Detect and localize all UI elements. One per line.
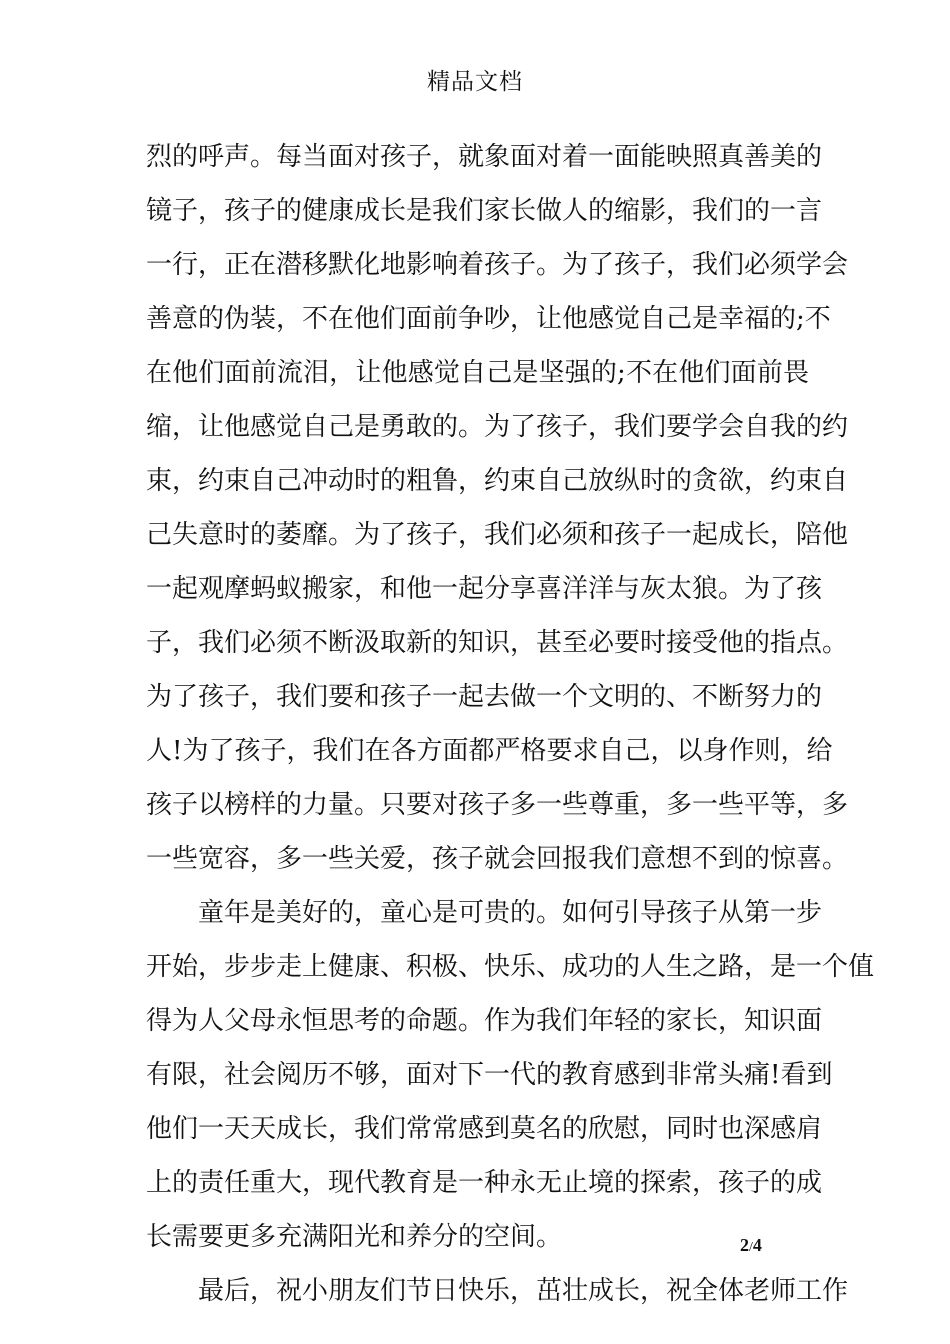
text-line: 烈的呼声。每当面对孩子，就象面对着一面能映照真善美的 [146,142,823,172]
document-body [146,130,875,1318]
text-line: 长需要更多充满阳光和养分的空间。 [146,1222,563,1252]
text-line: 得为人父母永恒思考的命题。作为我们年轻的家长，知识面 [146,1006,823,1036]
text-line: 善意的伪装，不在他们面前争吵，让他感觉自己是幸福的;不 [146,304,831,334]
text-line: 束，约束自己冲动时的粗鲁，约束自己放纵时的贪欲，约束自 [146,466,849,496]
text-line: 他们一天天成长，我们常常感到莫名的欣慰，同时也深感肩 [146,1114,823,1144]
text-line: 一起观摩蚂蚁搬家，和他一起分享喜洋洋与灰太狼。为了孩 [146,574,823,604]
page-separator: / [749,1240,753,1255]
text-line: 镜子，孩子的健康成长是我们家长做人的缩影，我们的一言 [146,196,823,226]
text-line: 孩子以榜样的力量。只要对孩子多一些尊重，多一些平等，多 [146,790,849,820]
text-line: 子，我们必须不断汲取新的知识，甚至必要时接受他的指点。 [146,628,849,658]
text-line: 己失意时的萎靡。为了孩子，我们必须和孩子一起成长，陪他 [146,520,849,550]
paragraph-first-line: 最后，祝小朋友们节日快乐，茁壮成长，祝全体老师工作 [198,1276,849,1306]
text-line: 缩，让他感觉自己是勇敢的。为了孩子，我们要学会自我的约 [146,412,849,442]
text-line: 一些宽容，多一些关爱，孩子就会回报我们意想不到的惊喜。 [146,844,849,874]
paragraph-first-line: 童年是美好的，童心是可贵的。如何引导孩子从第一步 [198,898,823,928]
text-line: 在他们面前流泪，让他感觉自己是坚强的;不在他们面前畏 [146,358,809,388]
page-header-title: 精品文档 [427,69,523,95]
text-line: 人!为了孩子，我们在各方面都严格要求自己，以身作则，给 [146,736,833,766]
text-line: 为了孩子，我们要和孩子一起去做一个文明的、不断努力的 [146,682,823,712]
page-total: 4 [752,1235,762,1255]
text-line: 一行，正在潜移默化地影响着孩子。为了孩子，我们必须学会 [146,250,849,280]
page-current: 2 [740,1235,749,1255]
page-number [740,1232,762,1261]
text-line: 有限，社会阅历不够，面对下一代的教育感到非常头痛!看到 [146,1060,833,1090]
text-line: 开始，步步走上健康、积极、快乐、成功的人生之路，是一个值 [146,952,875,982]
text-line: 上的责任重大，现代教育是一种永无止境的探索，孩子的成 [146,1168,823,1198]
